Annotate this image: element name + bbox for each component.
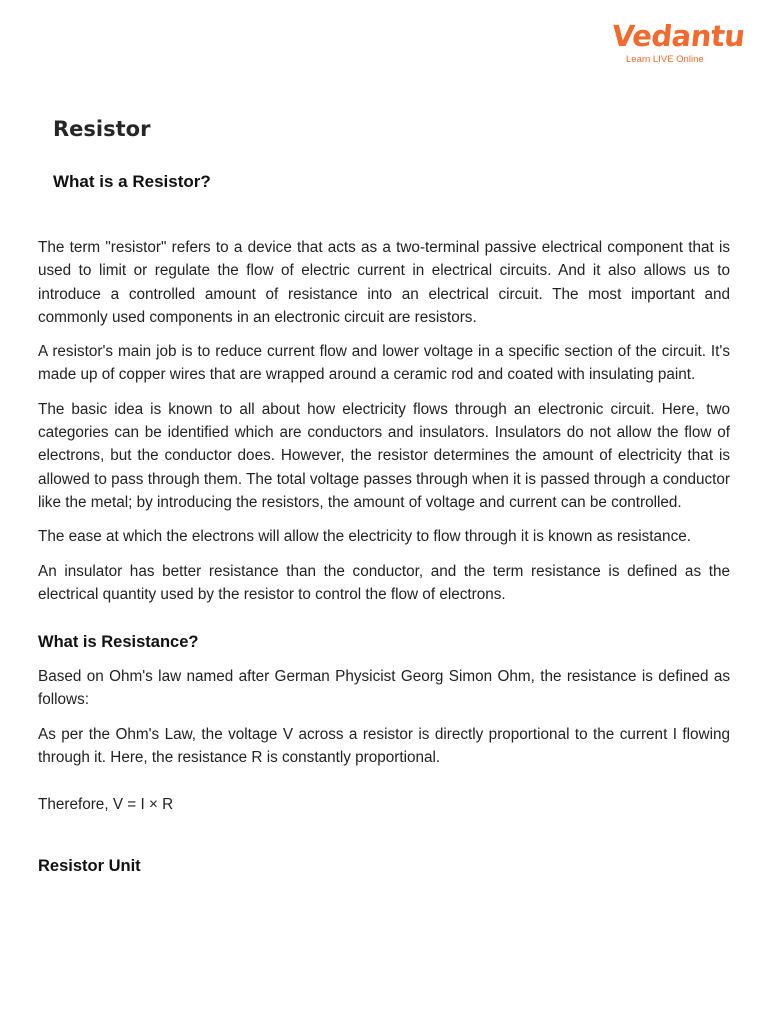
section-heading-resistor-unit: Resistor Unit xyxy=(38,856,141,875)
logo-wordmark: Vedantu xyxy=(610,19,747,53)
section-heading-what-is-resistance: What is Resistance? xyxy=(38,633,199,652)
paragraph: Based on Ohm's law named after German Physicist Georg Simon Ohm, the resistance is defined as follows: xyxy=(38,668,730,709)
ohms-law-formula: Therefore, V = I × R xyxy=(38,796,174,814)
paragraph: The ease at which the electrons will allow the electricity to flow through it is known as resistance. xyxy=(38,528,691,546)
vedantu-logo xyxy=(610,19,747,65)
paragraph: The basic idea is known to all about how electricity flows through an electronic circuit. Here, two categories can be identified which are conductors and insulators. Insulators do not allow the flow of electrons, but the conductor does. However, the resistor determines the amount of electricity that is allowed to pass through them. The total voltage passes through when it is passed through a conductor like the metal; by introducing the resistors, the amount of voltage and current can be controlled. xyxy=(38,400,730,511)
paragraph: As per the Ohm's Law, the voltage V across a resistor is directly proportional to the current I flowing through it. Here, the resistance R is constantly proportional. xyxy=(38,725,730,767)
paragraph: The term "resistor" refers to a device that acts as a two-terminal passive electrical component that is used to limit or regulate the flow of electric current in electrical circuits. And it also allows us to introduce a controlled amount of resistance into an electrical circuit. The most important and commonly used components in an electronic circuit are resistors. xyxy=(38,239,730,326)
paragraph: A resistor's main job is to reduce current flow and lower voltage in a specific section of the circuit. It's made up of copper wires that are wrapped around a ceramic rod and coated with insulating paint. xyxy=(38,343,730,384)
document-body xyxy=(38,236,730,889)
page-title: Resistor xyxy=(53,117,151,141)
paragraph: An insulator has better resistance than the conductor, and the term resistance is defined as the electrical quantity used by the resistor to control the flow of electrons. xyxy=(38,562,730,603)
section-title-what-is-resistor: What is a Resistor? xyxy=(53,172,211,191)
logo-tagline: Learn LIVE Online xyxy=(626,54,704,65)
